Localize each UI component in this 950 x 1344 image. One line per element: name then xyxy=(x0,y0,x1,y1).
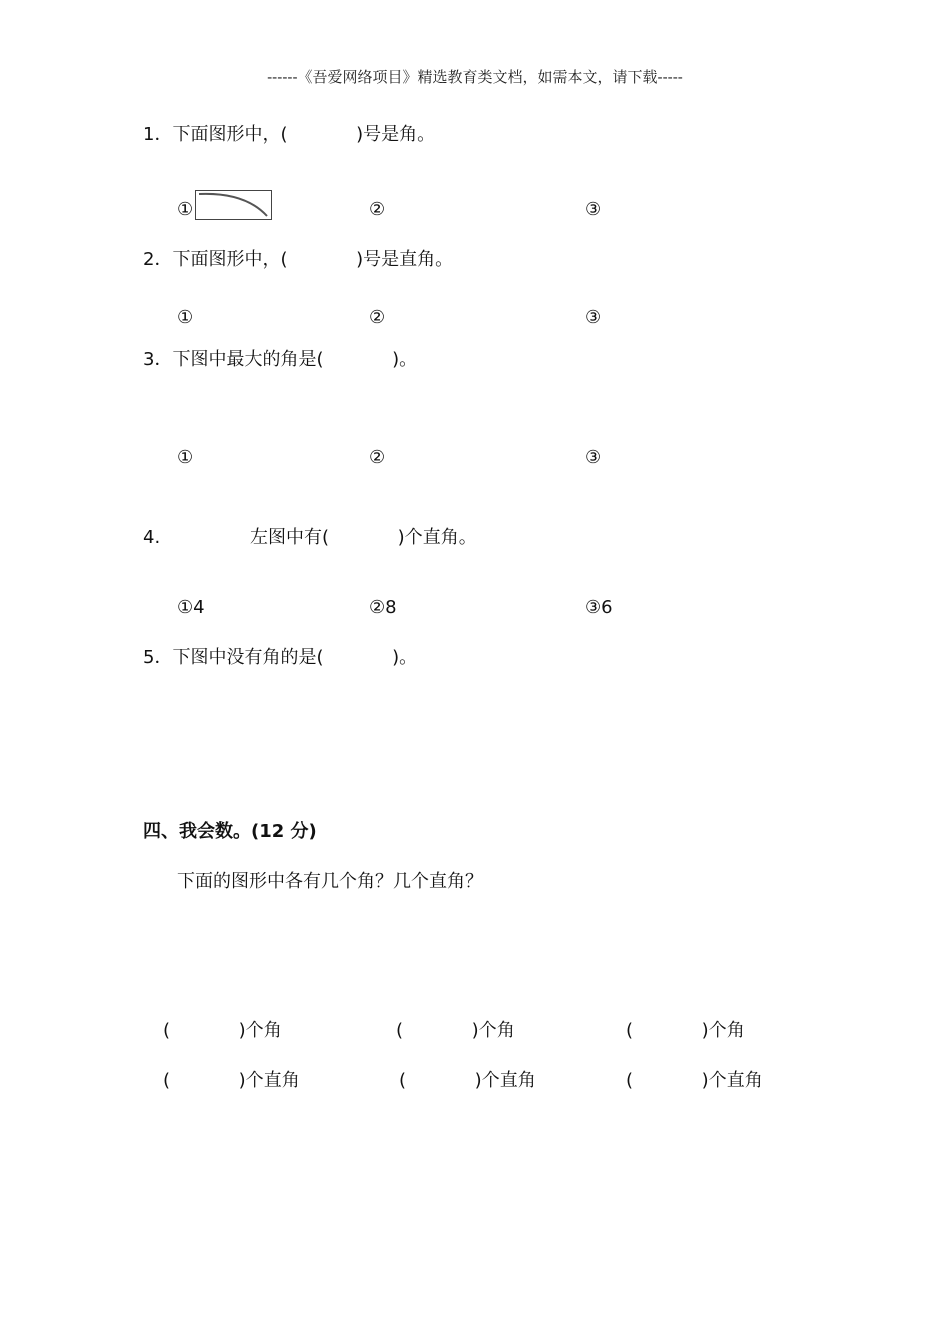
question-1-option-1: ① xyxy=(177,199,194,220)
angle-count-blank-2: ( )个角 xyxy=(396,1020,515,1041)
question-1-figure-arc xyxy=(195,190,272,220)
question-2-option-3: ③ xyxy=(585,307,602,328)
question-4-option-1: ①4 xyxy=(177,597,205,618)
angle-count-blank-3: ( )个角 xyxy=(626,1020,745,1041)
question-3-option-3: ③ xyxy=(585,447,602,468)
angle-count-blank-1: ( )个角 xyxy=(163,1020,282,1041)
question-3-option-2: ② xyxy=(369,447,386,468)
right-angle-count-blank-1: ( )个直角 xyxy=(163,1070,300,1091)
section-4-title: 四、我会数。(12 分) xyxy=(143,821,317,842)
question-3-option-1: ① xyxy=(177,447,194,468)
question-4-option-3: ③6 xyxy=(585,597,613,618)
question-3: 3．下图中最大的角是( )。 xyxy=(143,349,418,370)
question-4-option-2: ②8 xyxy=(369,597,397,618)
question-2-option-1: ① xyxy=(177,307,194,328)
question-2-option-2: ② xyxy=(369,307,386,328)
question-2: 2．下面图形中，( )号是直角。 xyxy=(143,249,454,270)
question-1-option-2: ② xyxy=(369,199,386,220)
question-4: 左图中有( )个直角。 xyxy=(250,527,477,548)
right-angle-count-blank-2: ( )个直角 xyxy=(399,1070,536,1091)
section-4-instruction: 下面的图形中各有几个角？几个直角？ xyxy=(177,871,483,892)
question-1-option-3: ③ xyxy=(585,199,602,220)
document-header: ------《吾爱网络项目》精选教育类文档，如需本文，请下载----- xyxy=(267,68,683,86)
right-angle-count-blank-3: ( )个直角 xyxy=(626,1070,763,1091)
question-1: 1．下面图形中，( )号是角。 xyxy=(143,124,436,145)
question-5: 5．下图中没有角的是( )。 xyxy=(143,647,418,668)
question-4-number: 4. xyxy=(143,527,161,548)
